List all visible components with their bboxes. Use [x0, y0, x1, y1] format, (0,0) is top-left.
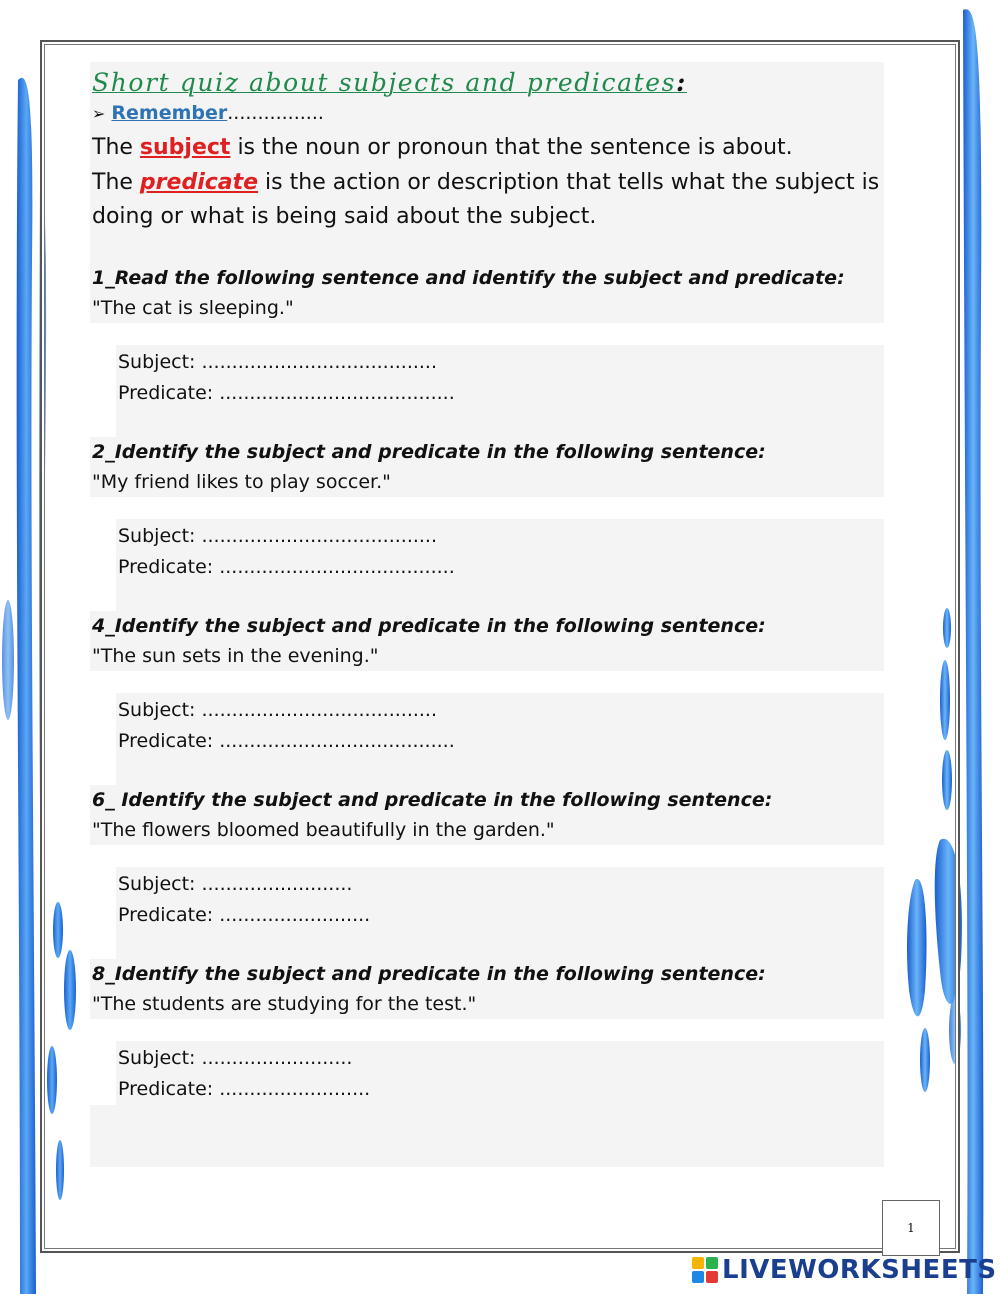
- predicate-definition: The predicate is the action or description that tells what the subject is doing or what is being said about the subject.: [92, 169, 880, 229]
- question-6-answers: [116, 867, 884, 959]
- question-4-answers: [116, 693, 884, 785]
- title-colon: :: [676, 68, 687, 97]
- question-8-sentence: "The students are studying for the test.": [92, 992, 477, 1015]
- liveworksheets-logo: [692, 1254, 997, 1286]
- worksheet-content: [90, 62, 884, 1167]
- question-2-title: 2_Identify the subject and predicate in the following sentence:: [92, 440, 766, 463]
- page-number: 1: [882, 1200, 940, 1256]
- arrow-bullet-icon: ➢: [92, 104, 106, 123]
- question-1-answers: [116, 345, 884, 437]
- question-8-title: 8_Identify the subject and predicate in the following sentence:: [92, 962, 766, 985]
- subject-answer-field[interactable]: Subject: .........................: [118, 872, 353, 895]
- question-8: [90, 959, 884, 1019]
- subject-answer-field[interactable]: Subject: .......................................: [118, 698, 438, 721]
- question-6-title: 6_ Identify the subject and predicate in the following sentence:: [92, 788, 773, 811]
- predicate-answer-field[interactable]: Predicate: .......................................: [118, 381, 455, 404]
- question-4: [90, 611, 884, 671]
- predicate-answer-field[interactable]: Predicate: .........................: [118, 903, 371, 926]
- question-8-answers: [116, 1041, 884, 1105]
- predicate-answer-field[interactable]: Predicate: .......................................: [118, 729, 455, 752]
- subject-keyword: subject: [139, 135, 231, 160]
- worksheet-title: Short quiz about subjects and predicates:: [92, 68, 687, 97]
- question-2: [90, 437, 884, 497]
- subject-answer-field[interactable]: Subject: .......................................: [118, 350, 438, 373]
- predicate-answer-field[interactable]: Predicate: .........................: [118, 1077, 371, 1100]
- question-2-answers: [116, 519, 884, 611]
- predicate-keyword: predicate: [139, 169, 259, 195]
- question-6: [90, 785, 884, 845]
- liveworksheets-logo-icon: [692, 1257, 718, 1283]
- subject-answer-field[interactable]: Subject: .......................................: [118, 524, 438, 547]
- intro-section: [90, 62, 884, 323]
- question-6-sentence: "The flowers bloomed beautifully in the garden.": [92, 818, 555, 841]
- subject-definition: The subject is the noun or pronoun that the sentence is about.: [92, 135, 793, 160]
- remember-label: Remember: [111, 102, 228, 124]
- question-4-title: 4_Identify the subject and predicate in the following sentence:: [92, 614, 766, 637]
- question-2-sentence: "My friend likes to play soccer.": [92, 470, 391, 493]
- liveworksheets-wordmark: LIVEWORKSHEETS: [722, 1255, 997, 1285]
- remember-line: [90, 96, 884, 131]
- subject-answer-field[interactable]: Subject: .........................: [118, 1046, 353, 1069]
- question-4-sentence: "The sun sets in the evening.": [92, 644, 379, 667]
- bottom-blank-area: [90, 1105, 884, 1167]
- predicate-answer-field[interactable]: Predicate: .......................................: [118, 555, 455, 578]
- question-1-sentence: "The cat is sleeping.": [92, 296, 294, 319]
- remember-dots: ................: [227, 102, 324, 124]
- question-1-title: 1_Read the following sentence and identify the subject and predicate:: [92, 266, 845, 289]
